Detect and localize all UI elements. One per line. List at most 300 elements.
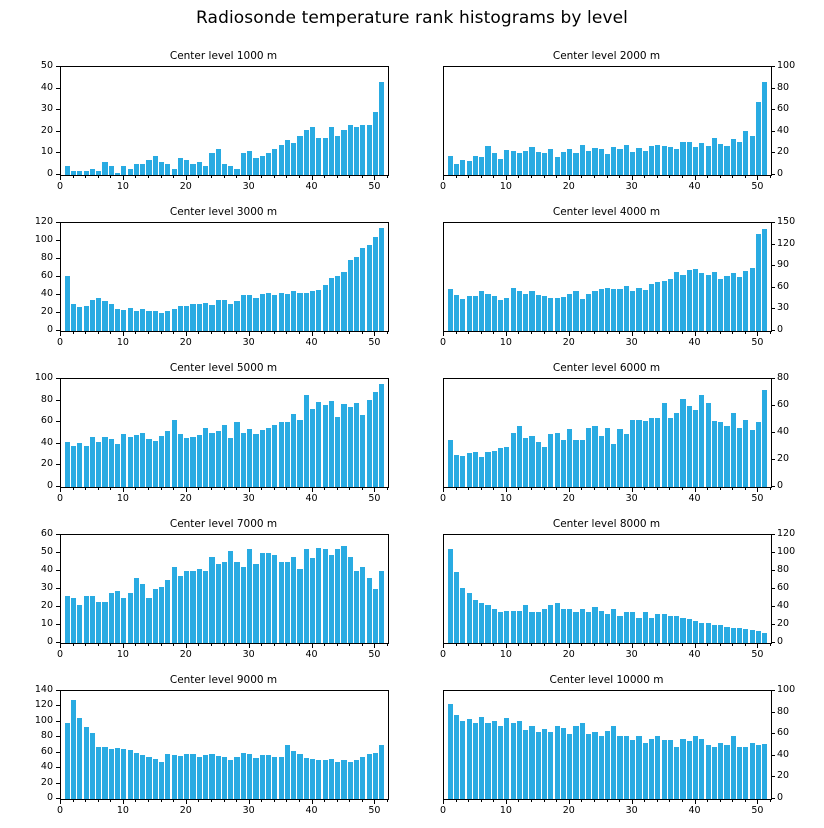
bar bbox=[241, 295, 246, 331]
bar bbox=[448, 440, 453, 487]
bar bbox=[448, 704, 453, 799]
x-tick-mark bbox=[732, 799, 733, 802]
bar bbox=[203, 428, 208, 487]
bar bbox=[71, 446, 76, 487]
x-tick-mark bbox=[299, 799, 300, 802]
bar bbox=[529, 147, 534, 175]
x-tick-label: 30 bbox=[242, 649, 255, 660]
x-tick-mark bbox=[770, 643, 771, 646]
x-tick-mark bbox=[73, 643, 74, 646]
x-tick-mark bbox=[123, 331, 124, 336]
bar bbox=[599, 436, 604, 487]
bar bbox=[234, 422, 239, 487]
bar bbox=[737, 142, 742, 175]
bar bbox=[228, 304, 233, 331]
bar bbox=[561, 152, 566, 175]
bar bbox=[65, 442, 70, 487]
x-tick-mark bbox=[619, 799, 620, 802]
bar bbox=[555, 298, 560, 331]
x-tick-mark bbox=[456, 487, 457, 490]
x-tick-mark bbox=[493, 487, 494, 490]
bar bbox=[636, 288, 641, 331]
bar bbox=[454, 164, 459, 175]
panel-title: Center level 9000 m bbox=[169, 674, 278, 686]
bar bbox=[592, 426, 597, 487]
bar bbox=[712, 625, 717, 643]
bar bbox=[285, 745, 290, 799]
x-tick-mark bbox=[286, 487, 287, 490]
x-tick-mark bbox=[569, 643, 570, 648]
x-tick-mark bbox=[249, 643, 250, 648]
bar bbox=[580, 145, 585, 175]
bar bbox=[329, 127, 334, 175]
y-tick-mark bbox=[56, 88, 60, 89]
x-tick-mark bbox=[374, 175, 375, 180]
x-tick-label: 40 bbox=[688, 649, 701, 660]
bar bbox=[184, 571, 189, 643]
bar bbox=[756, 422, 761, 487]
y-tick-mark bbox=[771, 733, 775, 734]
bar bbox=[316, 138, 321, 175]
plot-area bbox=[60, 690, 389, 800]
x-tick-mark bbox=[274, 175, 275, 178]
bar bbox=[485, 146, 490, 175]
plot-area bbox=[60, 222, 389, 332]
bar bbox=[341, 130, 346, 175]
bar bbox=[636, 420, 641, 488]
bar bbox=[209, 305, 214, 331]
x-tick-mark bbox=[493, 175, 494, 178]
bar bbox=[335, 762, 340, 799]
x-tick-mark bbox=[695, 643, 696, 648]
x-tick-mark bbox=[682, 799, 683, 802]
bar bbox=[297, 754, 302, 799]
x-tick-mark bbox=[594, 487, 595, 490]
bar bbox=[121, 310, 126, 331]
bar bbox=[662, 614, 667, 643]
bar bbox=[580, 299, 585, 331]
y-tick-label: 0 bbox=[777, 792, 784, 803]
bar bbox=[529, 436, 534, 487]
bar bbox=[542, 447, 547, 488]
bar bbox=[517, 291, 522, 331]
bar bbox=[687, 142, 692, 175]
bar-series bbox=[444, 691, 771, 799]
x-tick-mark bbox=[657, 799, 658, 802]
x-tick-label: 30 bbox=[625, 805, 638, 816]
y-tick-mark bbox=[771, 265, 775, 266]
bar bbox=[649, 618, 654, 643]
x-tick-mark bbox=[518, 799, 519, 802]
bar bbox=[542, 609, 547, 643]
bar bbox=[731, 139, 736, 175]
bar bbox=[84, 596, 89, 643]
x-tick-mark bbox=[569, 175, 570, 180]
bar bbox=[617, 736, 622, 799]
x-tick-mark bbox=[85, 487, 86, 490]
x-tick-mark bbox=[732, 331, 733, 334]
bar bbox=[354, 760, 359, 799]
bar bbox=[253, 434, 258, 487]
bar bbox=[743, 747, 748, 799]
x-tick-mark bbox=[682, 487, 683, 490]
x-tick-mark bbox=[198, 175, 199, 178]
x-tick-mark bbox=[619, 643, 620, 646]
x-tick-label: 20 bbox=[179, 649, 192, 660]
bar bbox=[316, 290, 321, 331]
x-tick-mark bbox=[569, 331, 570, 336]
bar bbox=[706, 623, 711, 643]
y-tick-label: 0 bbox=[777, 636, 784, 647]
x-tick-label: 20 bbox=[562, 337, 575, 348]
bar bbox=[360, 125, 365, 175]
bar bbox=[687, 741, 692, 799]
bar bbox=[184, 754, 189, 799]
bar bbox=[247, 754, 252, 799]
x-tick-label: 30 bbox=[242, 181, 255, 192]
bar bbox=[146, 757, 151, 799]
bar bbox=[624, 434, 629, 487]
bar bbox=[247, 295, 252, 331]
bar bbox=[178, 756, 183, 799]
bar bbox=[479, 157, 484, 175]
bar bbox=[643, 612, 648, 643]
bar bbox=[756, 631, 761, 643]
x-tick-mark bbox=[607, 643, 608, 646]
bar bbox=[71, 598, 76, 643]
bar bbox=[699, 623, 704, 643]
bar bbox=[693, 147, 698, 175]
bar bbox=[586, 734, 591, 799]
bar bbox=[511, 288, 516, 331]
bar bbox=[266, 428, 271, 487]
y-tick-label: 60 bbox=[777, 399, 790, 410]
bar bbox=[599, 289, 604, 331]
bar bbox=[329, 759, 334, 799]
bar bbox=[65, 276, 70, 331]
bar bbox=[360, 415, 365, 487]
y-tick-label: 60 bbox=[40, 415, 53, 427]
y-tick-mark bbox=[56, 66, 60, 67]
y-tick-label: 120 bbox=[777, 237, 796, 249]
x-tick-mark bbox=[236, 643, 237, 646]
bar bbox=[712, 747, 717, 799]
y-tick-mark bbox=[771, 459, 775, 460]
x-tick-mark bbox=[387, 799, 388, 802]
y-tick-label: 80 bbox=[777, 372, 790, 383]
y-tick-mark bbox=[56, 312, 60, 313]
bar bbox=[203, 755, 208, 799]
y-tick-label: 40 bbox=[40, 288, 53, 299]
bar bbox=[718, 625, 723, 643]
bar bbox=[630, 420, 635, 488]
x-tick-mark bbox=[644, 175, 645, 178]
x-tick-mark bbox=[456, 643, 457, 646]
x-tick-mark bbox=[544, 487, 545, 490]
y-tick-label: 50 bbox=[40, 546, 53, 557]
bar bbox=[668, 616, 673, 643]
bar bbox=[555, 433, 560, 487]
bar bbox=[128, 169, 133, 175]
bar bbox=[140, 164, 145, 175]
x-tick-label: 0 bbox=[56, 493, 64, 504]
panel-title: Center level 10000 m bbox=[549, 674, 664, 686]
x-tick-mark bbox=[544, 331, 545, 334]
bar bbox=[134, 311, 139, 331]
bar bbox=[341, 760, 346, 799]
x-tick-mark bbox=[211, 643, 212, 646]
x-tick-mark bbox=[745, 331, 746, 334]
x-tick-mark bbox=[362, 175, 363, 178]
bar bbox=[523, 730, 528, 799]
x-tick-mark bbox=[173, 331, 174, 334]
x-tick-label: 20 bbox=[562, 805, 575, 816]
x-tick-mark bbox=[531, 175, 532, 178]
y-tick-label: 60 bbox=[40, 528, 53, 539]
bar bbox=[279, 562, 284, 643]
bar bbox=[178, 158, 183, 175]
bar bbox=[724, 276, 729, 331]
bar bbox=[272, 295, 277, 331]
x-tick-mark bbox=[60, 331, 61, 336]
bar bbox=[712, 138, 717, 175]
bar bbox=[454, 572, 459, 643]
bar bbox=[636, 148, 641, 175]
bar bbox=[115, 309, 120, 331]
x-tick-mark bbox=[720, 799, 721, 802]
bar bbox=[662, 403, 667, 487]
x-tick-mark bbox=[707, 799, 708, 802]
bar bbox=[762, 82, 767, 175]
chart-panel bbox=[391, 362, 822, 516]
bar bbox=[159, 587, 164, 643]
x-tick-mark bbox=[669, 487, 670, 490]
x-tick-mark bbox=[249, 175, 250, 180]
bar bbox=[241, 567, 246, 643]
bar bbox=[674, 413, 679, 487]
y-tick-mark bbox=[56, 421, 60, 422]
bar bbox=[479, 603, 484, 644]
x-tick-mark bbox=[556, 643, 557, 646]
x-tick-mark bbox=[443, 799, 444, 804]
y-tick-label: 40 bbox=[777, 426, 790, 437]
bar-series bbox=[444, 223, 771, 331]
x-tick-label: 40 bbox=[688, 181, 701, 192]
bar bbox=[153, 441, 158, 487]
bar bbox=[599, 149, 604, 175]
x-tick-mark bbox=[148, 487, 149, 490]
x-tick-mark bbox=[468, 175, 469, 178]
x-tick-mark bbox=[695, 175, 696, 180]
x-tick-mark bbox=[695, 331, 696, 336]
bar bbox=[605, 428, 610, 487]
y-tick-mark bbox=[56, 534, 60, 535]
bar bbox=[316, 548, 321, 643]
bar bbox=[140, 755, 145, 799]
bar bbox=[190, 754, 195, 800]
x-tick-mark bbox=[732, 175, 733, 178]
x-tick-mark bbox=[607, 331, 608, 334]
y-tick-label: 50 bbox=[40, 60, 53, 71]
bar bbox=[636, 736, 641, 799]
x-tick-mark bbox=[135, 331, 136, 334]
bar bbox=[335, 549, 340, 643]
bar bbox=[360, 757, 365, 799]
bar bbox=[536, 295, 541, 331]
x-tick-mark bbox=[619, 487, 620, 490]
x-tick-mark bbox=[161, 799, 162, 802]
chart-panel bbox=[8, 50, 439, 204]
x-tick-label: 50 bbox=[368, 649, 381, 660]
x-tick-mark bbox=[518, 175, 519, 178]
x-tick-mark bbox=[186, 487, 187, 492]
bar bbox=[90, 733, 95, 799]
bar bbox=[96, 747, 101, 799]
bar bbox=[636, 618, 641, 643]
y-tick-mark bbox=[771, 690, 775, 691]
bar bbox=[253, 564, 258, 643]
bar bbox=[630, 612, 635, 643]
bar bbox=[548, 149, 553, 175]
x-tick-mark bbox=[374, 487, 375, 492]
y-tick-label: 100 bbox=[777, 684, 796, 695]
x-tick-mark bbox=[186, 175, 187, 180]
x-tick-mark bbox=[695, 799, 696, 804]
bar bbox=[611, 444, 616, 487]
y-tick-mark bbox=[771, 66, 775, 67]
x-tick-mark bbox=[619, 331, 620, 334]
x-tick-mark bbox=[707, 643, 708, 646]
bar bbox=[454, 715, 459, 799]
bar bbox=[630, 152, 635, 175]
bar bbox=[341, 546, 346, 643]
bar bbox=[247, 429, 252, 487]
bar bbox=[517, 153, 522, 175]
x-tick-label: 30 bbox=[242, 337, 255, 348]
bar bbox=[109, 304, 114, 331]
bar bbox=[297, 293, 302, 331]
x-tick-label: 10 bbox=[116, 337, 129, 348]
bar bbox=[586, 428, 591, 487]
chart-panel bbox=[391, 50, 822, 204]
bar bbox=[473, 723, 478, 799]
bar bbox=[84, 306, 89, 331]
bar bbox=[121, 166, 126, 175]
bar bbox=[592, 148, 597, 175]
chart-panel bbox=[8, 206, 439, 360]
x-tick-mark bbox=[337, 799, 338, 802]
x-tick-label: 10 bbox=[499, 493, 512, 504]
bar bbox=[687, 406, 692, 487]
x-tick-mark bbox=[161, 643, 162, 646]
bar bbox=[310, 759, 315, 799]
bar bbox=[310, 558, 315, 643]
bar bbox=[279, 145, 284, 175]
y-tick-label: 100 bbox=[34, 714, 53, 726]
x-tick-mark bbox=[682, 175, 683, 178]
bar bbox=[536, 442, 541, 487]
y-tick-mark bbox=[56, 240, 60, 241]
bar bbox=[718, 422, 723, 487]
bar bbox=[448, 289, 453, 331]
x-tick-label: 10 bbox=[116, 805, 129, 816]
bar bbox=[756, 745, 761, 799]
panel-title: Center level 1000 m bbox=[169, 50, 278, 62]
bar bbox=[178, 576, 183, 643]
x-tick-mark bbox=[261, 331, 262, 334]
x-tick-mark bbox=[757, 643, 758, 648]
x-tick-mark bbox=[632, 331, 633, 336]
x-tick-label: 10 bbox=[116, 649, 129, 660]
y-tick-label: 60 bbox=[777, 582, 790, 593]
bar bbox=[643, 421, 648, 487]
x-tick-mark bbox=[312, 643, 313, 648]
bar bbox=[323, 138, 328, 175]
bar bbox=[102, 602, 107, 643]
x-tick-label: 50 bbox=[751, 493, 764, 504]
x-tick-mark bbox=[531, 799, 532, 802]
x-tick-label: 20 bbox=[179, 337, 192, 348]
bar bbox=[190, 164, 195, 175]
x-tick-label: 40 bbox=[305, 493, 318, 504]
bar bbox=[71, 700, 76, 800]
x-tick-label: 10 bbox=[499, 805, 512, 816]
x-tick-mark bbox=[324, 799, 325, 802]
bar-series bbox=[61, 379, 388, 487]
y-tick-label: 30 bbox=[40, 103, 53, 115]
bar bbox=[77, 307, 82, 331]
x-tick-label: 50 bbox=[751, 805, 764, 816]
x-tick-mark bbox=[456, 799, 457, 802]
bar-series bbox=[61, 67, 388, 175]
x-tick-mark bbox=[135, 487, 136, 490]
bar bbox=[228, 166, 233, 175]
bar bbox=[260, 294, 265, 331]
bar bbox=[65, 596, 70, 643]
bar bbox=[492, 153, 497, 175]
bar bbox=[272, 425, 277, 487]
bar bbox=[222, 562, 227, 643]
bar bbox=[718, 144, 723, 175]
x-tick-mark bbox=[349, 799, 350, 802]
bar bbox=[228, 438, 233, 487]
x-tick-mark bbox=[707, 331, 708, 334]
x-tick-mark bbox=[468, 487, 469, 490]
y-tick-mark bbox=[56, 752, 60, 753]
bar bbox=[234, 757, 239, 799]
x-tick-mark bbox=[161, 175, 162, 178]
bar bbox=[165, 311, 170, 331]
bar bbox=[731, 413, 736, 487]
bar bbox=[146, 311, 151, 331]
x-tick-mark bbox=[186, 799, 187, 804]
plot-area bbox=[60, 378, 389, 488]
bar bbox=[731, 628, 736, 643]
bar bbox=[373, 112, 378, 175]
bar bbox=[354, 127, 359, 175]
bar bbox=[693, 736, 698, 799]
bar bbox=[65, 723, 70, 799]
bar bbox=[448, 156, 453, 175]
bar bbox=[304, 549, 309, 643]
x-tick-mark bbox=[123, 175, 124, 180]
bar bbox=[354, 257, 359, 331]
bar bbox=[291, 291, 296, 331]
y-tick-mark bbox=[771, 131, 775, 132]
x-tick-mark bbox=[682, 643, 683, 646]
y-tick-label: 0 bbox=[46, 168, 53, 179]
panel-title: Center level 5000 m bbox=[169, 362, 278, 374]
